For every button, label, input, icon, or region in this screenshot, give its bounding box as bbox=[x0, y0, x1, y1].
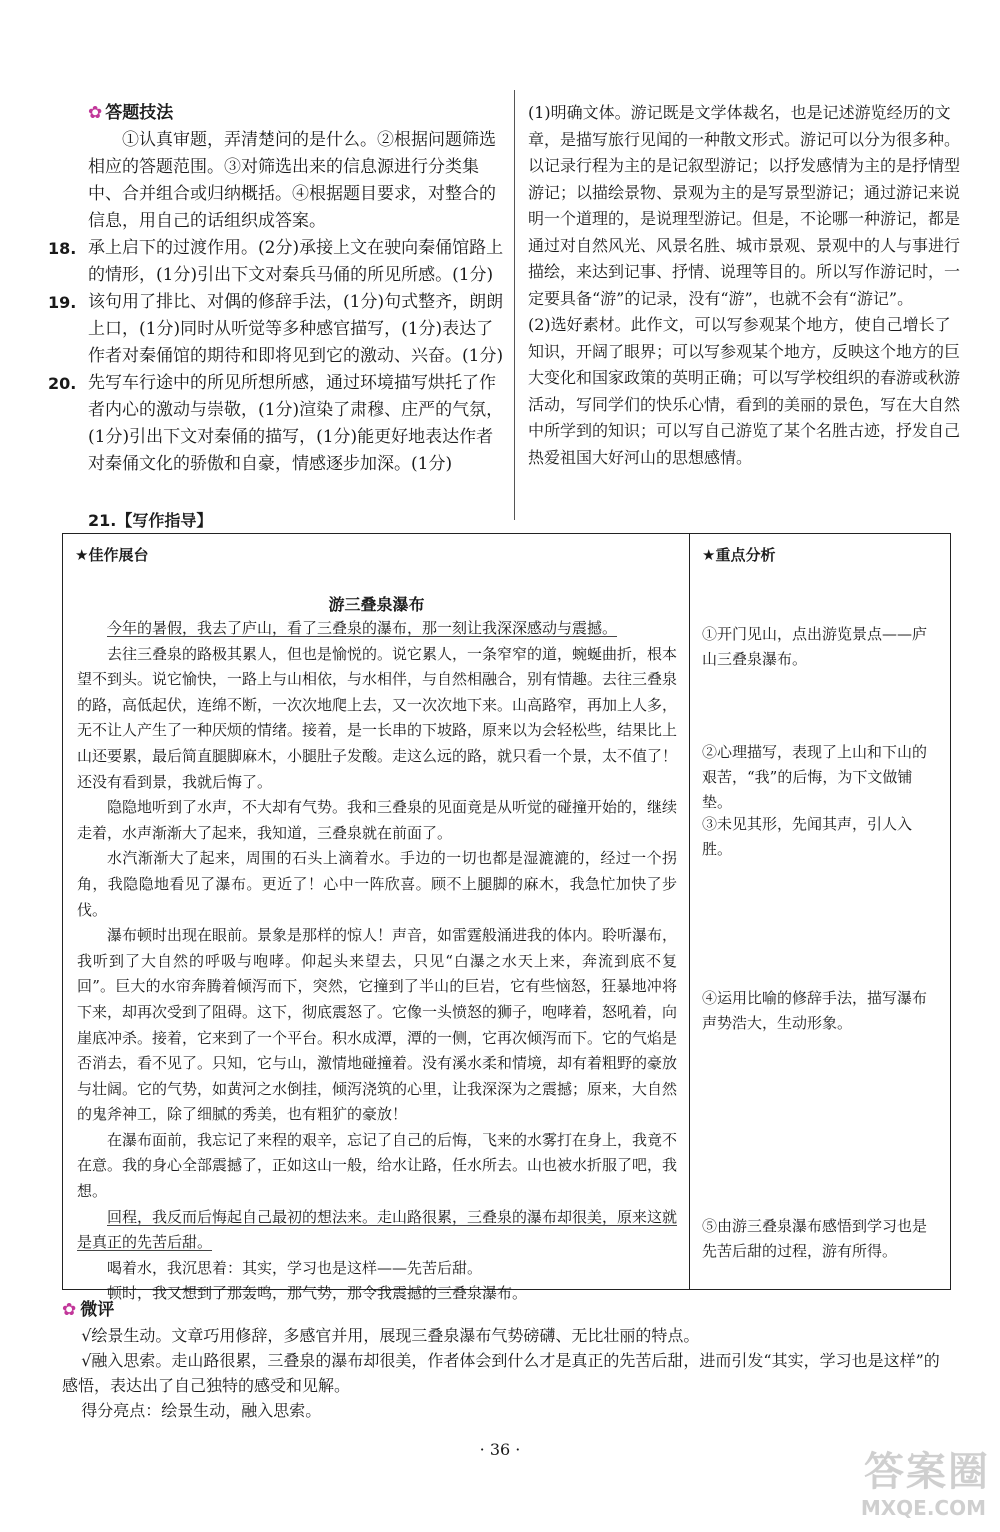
review-heading bbox=[62, 1298, 952, 1323]
micro-review bbox=[62, 1298, 952, 1423]
essay-body bbox=[77, 616, 677, 1307]
answer-text: 先写车行途中的所见所想所感，通过环境描写烘托了作者内心的激动与崇敬，(1分)渲染了肃穆、庄严的气氛，(1分)引出下文对秦俑的描写，(1分)能更好地表达作者对秦俑文化的骄傲和自豪，情感逐步加深。(1分) bbox=[88, 373, 504, 474]
essay-paragraph: 顿时，我又想到了那轰鸣，那气势，那令我震撼的三叠泉瀑布。 bbox=[107, 1284, 528, 1303]
essay-paragraph: 去往三叠泉的路极其累人，但也是愉悦的。说它累人，一条窄窄的道，蜿蜒曲折，根本望不到头。说它愉快，一路上与山相依，与水相伴，与自然相融合，别有情趣。去往三叠泉的路，高低起伏，连绵不断，一次次地爬上去，又一次次地下来。山高路窄，再加上人多，无不让人产生了一种厌烦的情绪。接着，是一长串的下坡路，原来以为会轻松些，结果比上山还要累，最后简直腿脚麻木，小腿肚子发酸。走这么远的路，就只看一个景，太不值了！还没有看到景，我就后悔了。 bbox=[77, 644, 678, 791]
analysis-note: ③未见其形，先闻其声，引人入胜。 bbox=[702, 815, 913, 858]
analysis-panel-heading: ★重点分析 bbox=[702, 546, 776, 564]
right-column bbox=[528, 100, 960, 471]
essay-paragraph: 回程，我反而后悔起自己最初的想法来。走山路很累，三叠泉的瀑布却很美，原来这就是真正的先苦后甜。 bbox=[77, 1207, 678, 1252]
answer-text: 承上启下的过渡作用。(2分)承接上文在驶向秦俑馆路上的情形，(1分)引出下文对秦兵马俑的所见所感。(1分) bbox=[88, 238, 504, 285]
writing-tip-material: (2)选好素材。此作文，可以写参观某个地方，使自己增长了知识，开阔了眼界；可以写参观某个地方，反映这个地方的巨大变化和国家政策的英明正确；可以写学校组织的春游或秋游活动，写同学们的快乐心情，看到的美丽的景色，写在大自然中所学到的知识；可以写自己游览了某个名胜古迹，抒发自己热爱祖国大好河山的思想感情。 bbox=[528, 315, 961, 467]
essay-title: 游三叠泉瀑布 bbox=[328, 595, 425, 614]
analysis-note: ①开门见山，点出游览景点——庐山三叠泉瀑布。 bbox=[702, 625, 928, 668]
essay-paragraph: 喝着水，我沉思着：其实，学习也是这样——先苦后甜。 bbox=[107, 1258, 483, 1277]
column-divider bbox=[514, 90, 515, 520]
question-21-heading: 21.【写作指导】 bbox=[88, 511, 213, 530]
answer-number: 18. bbox=[48, 239, 77, 258]
analysis-note: ⑤由游三叠泉瀑布感悟到学习也是先苦后甜的过程，游有所得。 bbox=[702, 1217, 928, 1260]
answer-text: 该句用了排比、对偶的修辞手法，(1分)句式整齐，朗朗上口，(1分)同时从听觉等多种感官描写，(1分)表达了作者对秦俑馆的期待和即将见到它的激动、兴奋。(1分) bbox=[88, 292, 504, 366]
review-line: √绘景生动。文章巧用修辞，多感官并用，展现三叠泉瀑布气势磅礴、无比壮丽的特点。 bbox=[81, 1326, 700, 1345]
tips-heading bbox=[88, 100, 508, 127]
essay-panel-heading: ★佳作展台 bbox=[75, 546, 149, 564]
essay-paragraph: 在瀑布面前，我忘记了来程的艰辛，忘记了自己的后悔，飞来的水雾打在身上，我竟不在意。我的身心全部震撼了，正如这山一般，给水让路，任水所去。山也被水折服了吧，我想。 bbox=[77, 1130, 678, 1201]
tips-body: ①认真审题，弄清楚问的是什么。②根据问题筛选相应的答题范围。③对筛选出来的信息源进行分类集中、合并组合或归纳概括。④根据题目要求，对整合的信息，用自己的话组织成答案。 bbox=[88, 130, 496, 231]
answer-item bbox=[48, 235, 508, 289]
left-column bbox=[48, 100, 508, 478]
answer-item bbox=[48, 289, 508, 370]
essay-paragraph: 瀑布顿时出现在眼前。景象是那样的惊人！声音，如雷霆般涌进我的体内。聆听瀑布，我听到了大自然的呼吸与咆哮。仰起头来望去，只见“白瀑之水天上来，奔流到底不复回”。巨大的水帘奔腾着倾泻而下，突然，它撞到了半山的巨岩，它有些恼怒，狂暴地冲将下来，却再次受到了阻碍。这下，彻底震怒了。它像一头愤怒的狮子，咆哮着，怒吼着，向崖底冲杀。接着，它来到了一个平台。积水成潭，潭的一侧，它再次倾泻而下。它的气焰是否消去，看不见了。只知，它与山，激情地碰撞着。没有溪水柔和情境，却有着粗野的豪放与壮阔。它的气势，如黄河之水倒挂，倾泻浇筑的心里，让我深深为之震撼；原来，大自然的鬼斧神工，除了细腻的秀美，也有粗犷的豪放！ bbox=[77, 926, 678, 1124]
watermark-logo bbox=[820, 1440, 990, 1520]
answer-item bbox=[48, 370, 508, 478]
writing-tip-genre: (1)明确文体。游记既是文学体裁名，也是记述游览经历的文章，是描写旅行见闻的一种散文形式。游记可以分为很多种。以记录行程为主的是记叙型游记；以抒发感情为主的是抒情型游记；以描绘景物、景观为主的是写景型游记；通过游记来说明一个道理的，是说理型游记。但是，不论哪一种游记，都是通过对自然风光、风景名胜、城市景观、景观中的人与事进行描绘，来达到记事、抒情、说理等目的。所以写作游记时，一定要具备“游”的记录，没有“游”，也就不会有“游记”。 bbox=[528, 103, 961, 308]
watermark-text: 答案圈 bbox=[864, 1449, 990, 1495]
essay-paragraph: 今年的暑假，我去了庐山，看了三叠泉的瀑布，那一刻让我深深感动与震撼。 bbox=[107, 619, 618, 637]
page-number: · 36 · bbox=[479, 1440, 521, 1459]
essay-paragraph: 隐隐地听到了水声，不大却有气势。我和三叠泉的见面竟是从听觉的碰撞开始的，继续走着，水声渐渐大了起来，我知道，三叠泉就在前面了。 bbox=[77, 798, 678, 842]
answer-number: 20. bbox=[48, 374, 77, 393]
essay-table bbox=[62, 533, 951, 1303]
review-title: 微评 bbox=[80, 1300, 115, 1320]
watermark-url: MXQE.COM bbox=[860, 1496, 986, 1520]
review-line: √融入思索。走山路很累，三叠泉的瀑布却很美，作者体会到什么才是真正的先苦后甜，进而引发“其实，学习也是这样”的感悟，表达出了自己独特的感受和见解。 bbox=[62, 1351, 940, 1395]
analysis-panel bbox=[690, 534, 950, 1289]
flower-icon: ✿ bbox=[88, 103, 103, 123]
review-line: 得分亮点：绘景生动，融入思索。 bbox=[81, 1401, 322, 1420]
essay-panel bbox=[63, 534, 690, 1303]
tips-title: 答题技法 bbox=[105, 103, 174, 123]
essay-paragraph: 水汽渐渐大了起来，周围的石头上滴着水。手边的一切也都是湿漉漉的，经过一个拐角，我隐隐地看见了瀑布。更近了！心中一阵欣喜。顾不上腿脚的麻木，我急忙加快了步伐。 bbox=[77, 849, 677, 919]
flower-icon: ✿ bbox=[62, 1300, 77, 1320]
analysis-note: ②心理描写，表现了上山和下山的艰苦，“我”的后悔，为下文做铺垫。 bbox=[702, 743, 928, 811]
answer-number: 19. bbox=[48, 293, 77, 312]
analysis-note: ④运用比喻的修辞手法，描写瀑布声势浩大，生动形象。 bbox=[702, 989, 928, 1032]
